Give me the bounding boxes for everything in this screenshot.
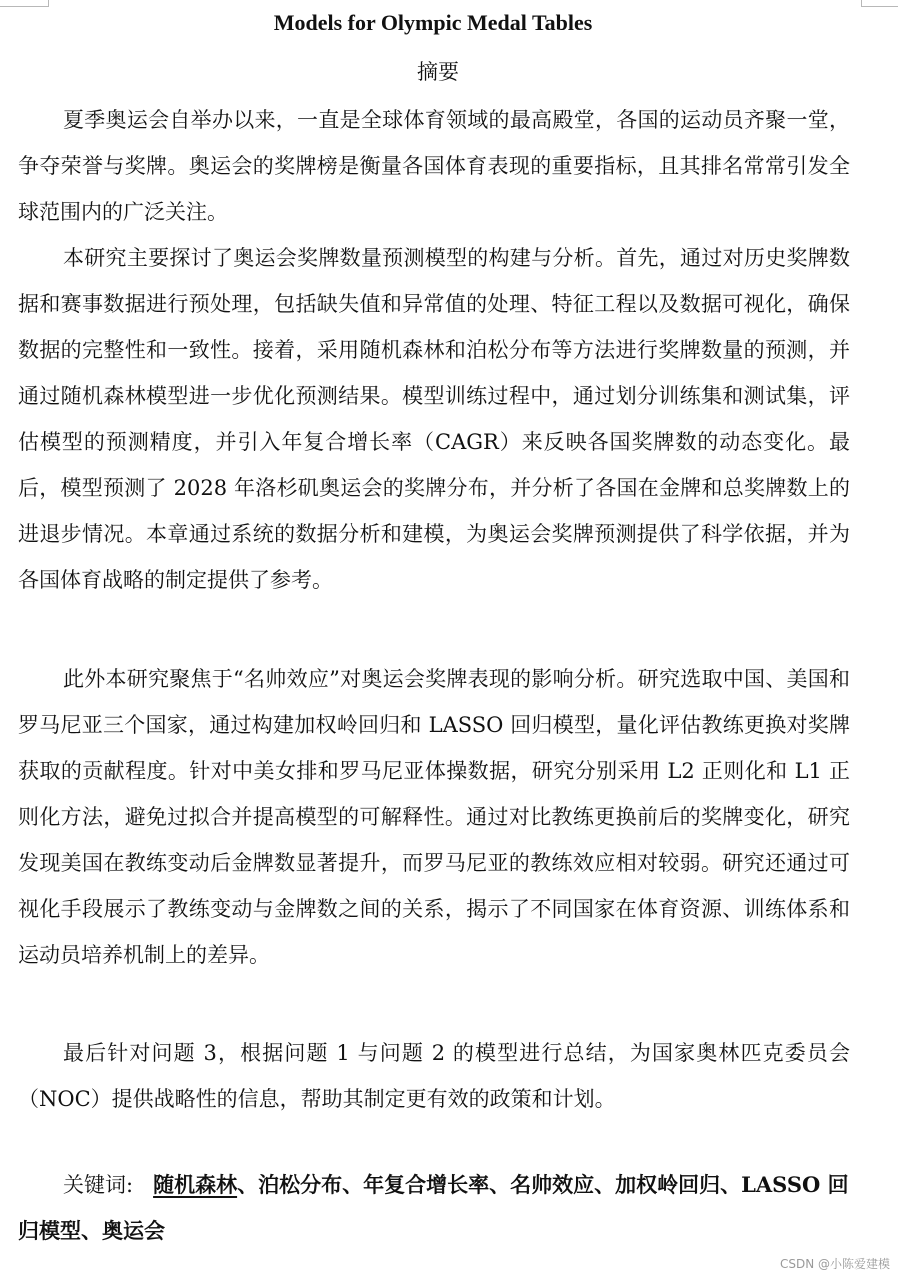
abstract-paragraph-3: 此外本研究聚焦于“名帅效应”对奥运会奖牌表现的影响分析。研究选取中国、美国和罗马尼亚三个国家，通过构建加权岭回归和 LASSO 回归模型，量化评估教练更换对奖牌获取的贡献程度。针对中美女排和罗马尼亚体操数据，研究分别采用 L2 正则化和 L1 正则化方法，避免过拟合并提高模型的可解释性。通过对比教练更换前后的奖牌变化，研究发现美国在教练变动后金牌数显著提升，而罗马尼亚的教练效应相对较弱。研究还通过可视化手段展示了教练变动与金牌数之间的关系，揭示了不同国家在体育资源、训练体系和运动员培养机制上的差异。 (18, 667, 850, 967)
abstract-heading: 摘要 (417, 60, 459, 84)
keywords-list: 、泊松分布、年复合增长率、名帅效应、加权岭回归、LASSO 回归模型、奥运会 (18, 1172, 849, 1243)
keywords-label: 关键词: (63, 1173, 134, 1197)
keywords-line (18, 1162, 850, 1254)
page-corner-mark-right (861, 0, 898, 7)
paper-title: Models for Olympic Medal Tables (273, 10, 593, 35)
abstract-paragraph-1: 夏季奥运会自举办以来，一直是全球体育领域的最高殿堂，各国的运动员齐聚一堂，争夺荣誉与奖牌。奥运会的奖牌榜是衡量各国体育表现的重要指标，且其排名常常引发全球范围内的广泛关注。 (18, 108, 850, 224)
page-corner-mark-left (0, 0, 49, 7)
keyword-first: 随机森林 (153, 1172, 238, 1197)
abstract-paragraph-2: 本研究主要探讨了奥运会奖牌数量预测模型的构建与分析。首先，通过对历史奖牌数据和赛事数据进行预处理，包括缺失值和异常值的处理、特征工程以及数据可视化，确保数据的完整性和一致性。接着，采用随机森林和泊松分布等方法进行奖牌数量的预测，并通过随机森林模型进一步优化预测结果。模型训练过程中，通过划分训练集和测试集，评估模型的预测精度，并引入年复合增长率（CAGR）来反映各国奖牌数的动态变化。最后，模型预测了 2028 年洛杉矶奥运会的奖牌分布，并分析了各国在金牌和总奖牌数上的进退步情况。本章通过系统的数据分析和建模，为奥运会奖牌预测提供了科学依据，并为各国体育战略的制定提供了参考。 (18, 246, 850, 592)
abstract-paragraph-4: 最后针对问题 3，根据问题 1 与问题 2 的模型进行总结，为国家奥林匹克委员会（NOC）提供战略性的信息，帮助其制定更有效的政策和计划。 (18, 1041, 850, 1111)
csdn-watermark: CSDN @小陈爱建模 (779, 1257, 890, 1271)
